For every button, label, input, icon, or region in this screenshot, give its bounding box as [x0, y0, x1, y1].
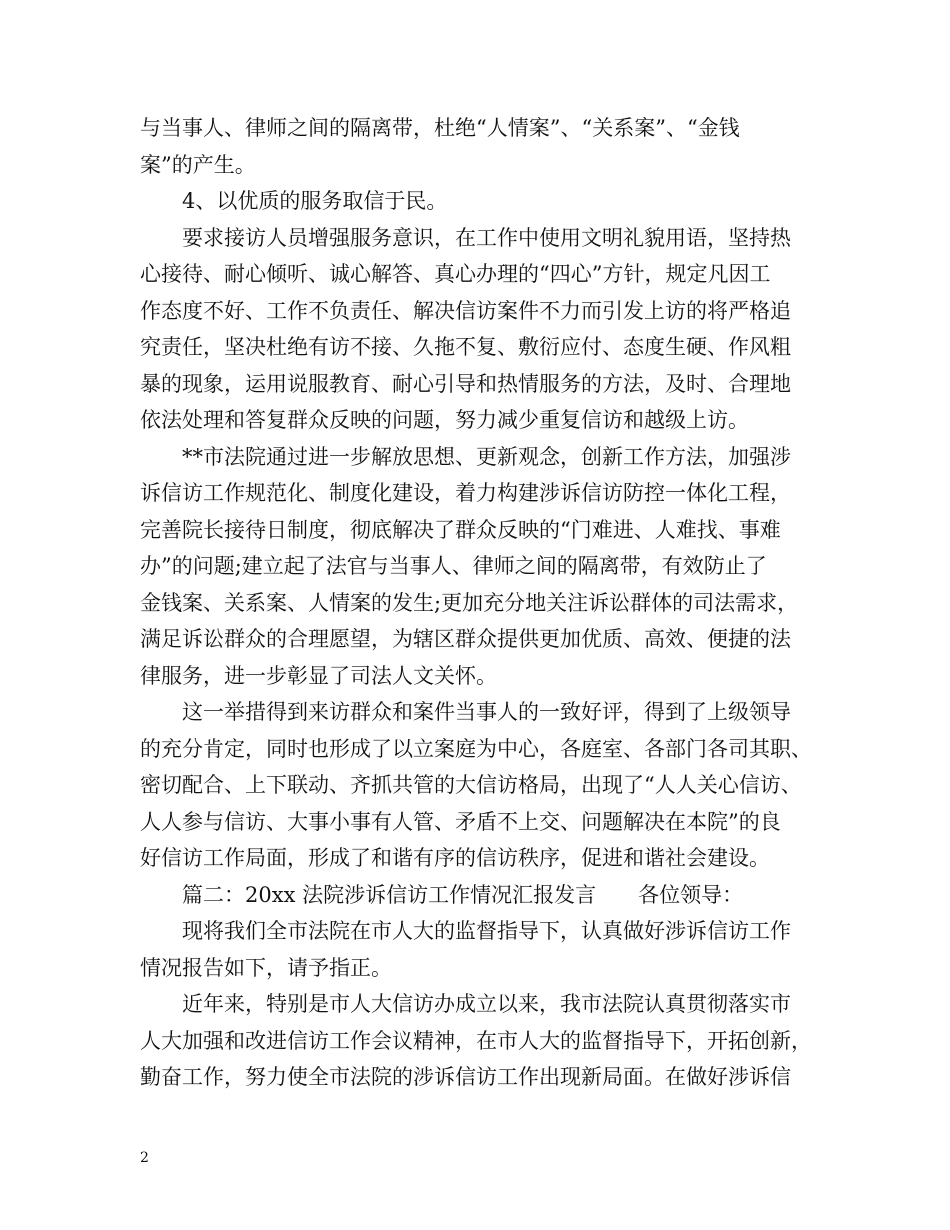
text-line: 依法处理和答复群众反映的问题，努力减少重复信访和越级上访。	[140, 408, 749, 432]
text-line: 金钱案、关系案、人情案的发生;更加充分地关注诉讼群体的司法需求，	[140, 590, 799, 615]
text-line: 与当事人、律师之间的隔离带，杜绝“人情案”、“关系案”、“金钱	[140, 116, 740, 140]
text-line: 好信访工作局面，形成了和谐有序的信访秩序，促进和谐社会建设。	[140, 846, 770, 870]
text-line: 作态度不好、工作不负责任、解决信访案件不力而引发上访的将严格追	[140, 298, 791, 323]
text-line: 律服务，进一步彰显了司法人文关怀。	[140, 663, 497, 688]
text-line: 近年来，特别是市人大信访办成立以来，我市法院认真贯彻落实市	[182, 992, 791, 1016]
body-text	[140, 110, 820, 1096]
page-number: 2	[140, 1150, 149, 1166]
text-line: 人大加强和改进信访工作会议精神，在市人大的监督指导下，开拓创新，	[140, 1028, 812, 1053]
text-line: 满足诉讼群众的合理愿望，为辖区群众提供更加优质、高效、便捷的法	[140, 627, 791, 651]
text-line: 这一举措得到来访群众和案件当事人的一致好评，得到了上级领导	[182, 700, 791, 724]
text-line: 的充分肯定，同时也形成了以立案庭为中心，各庭室、各部门各司其职、	[140, 736, 812, 761]
text-line: 4、以优质的服务取信于民。	[182, 189, 448, 213]
text-line: 密切配合、上下联动、齐抓共管的大信访格局，出现了“人人关心信访、	[140, 773, 802, 797]
text-line: 办”的问题;建立起了法官与当事人、律师之间的隔离带，有效防止了	[140, 554, 767, 578]
text-line: 情况报告如下，请予指正。	[140, 955, 392, 980]
text-line: 心接待、耐心倾听、诚心解答、真心办理的“四心”方针，规定凡因工	[140, 262, 771, 286]
text-line: 暴的现象，运用说服教育、耐心引导和热情服务的方法，及时、合理地	[140, 371, 791, 396]
text-line: 要求接访人员增强服务意识，在工作中使用文明礼貌用语，坚持热	[182, 225, 791, 250]
text-line: 勤奋工作，努力使全市法院的涉诉信访工作出现新局面。在做好涉诉信	[140, 1065, 791, 1089]
text-line: 案”的产生。	[140, 152, 256, 177]
text-line: 诉信访工作规范化、制度化建设，着力构建涉诉信访防控一体化工程，	[140, 481, 791, 505]
text-line: 究责任，坚决杜绝有访不接、久拖不复、敷衍应付、态度生硬、作风粗	[140, 335, 791, 359]
text-line: 完善院长接待日制度，彻底解决了群众反映的“门难进、人难找、事难	[140, 517, 781, 542]
section-heading-line: 篇二：20xx 法院涉诉信访工作情况汇报发言 各位领导：	[182, 882, 744, 907]
text-line: 人人参与信访、大事小事有人管、矛盾不上交、问题解决在本院”的良	[140, 809, 781, 834]
text-line: **市法院通过进一步解放思想、更新观念，创新工作方法，加强涉	[182, 444, 791, 469]
text-line: 现将我们全市法院在市人大的监督指导下，认真做好涉诉信访工作	[182, 919, 791, 943]
